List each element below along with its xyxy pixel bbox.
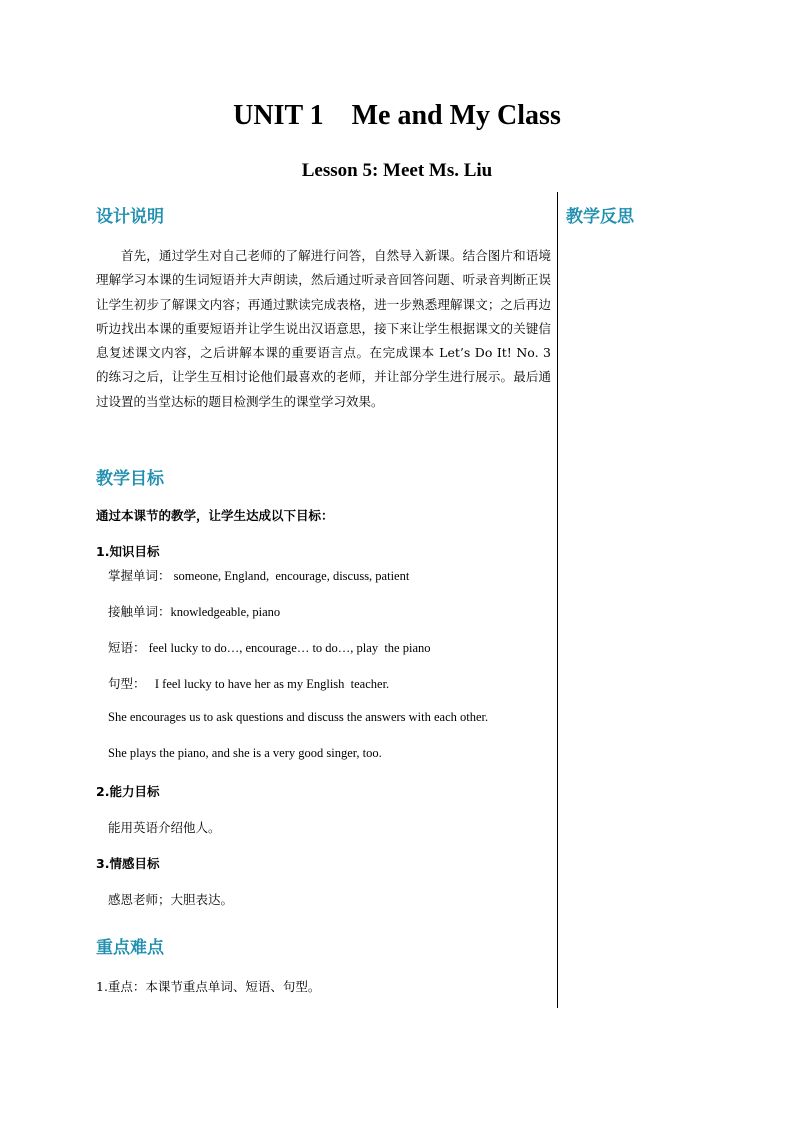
reflection-heading: 教学反思 <box>566 207 634 227</box>
emotion-goal-title: 3.情感目标 <box>96 856 160 871</box>
knowledge-line: 掌握单词： someone, England, encourage, discuss, patient <box>108 569 410 583</box>
column-divider <box>557 192 558 1008</box>
knowledge-line: She encourages us to ask questions and discuss the answers with each other. <box>108 710 489 724</box>
knowledge-line: 短语： feel lucky to do…, encourage… to do…, play the piano <box>108 641 431 655</box>
knowledge-goal-title: 1.知识目标 <box>96 544 160 559</box>
emotion-line: 感恩老师；大胆表达。 <box>108 892 234 907</box>
knowledge-line: 句型： I feel lucky to have her as my English teacher. <box>108 677 390 691</box>
lesson-title: Lesson 5: Meet Ms. Liu <box>301 160 493 181</box>
ability-goal-title: 2.能力目标 <box>96 784 160 799</box>
design-paragraph: 首先，通过学生对自己老师的了解进行问答，自然导入新课。结合图片和语境理解学习本课的生词短语并大声朗读，然后通过听录音回答问题、听录音判断正误让学生初步了解课文内容；再通过默读完成表格，进一步熟悉理解课文；之后再边听边找出本课的重要短语并让学生说出汉语意思，接下来让学生根据课文的关键信息复述课文内容，之后讲解本课的重要语言点。在完成课本 Let’s Do It! No. 3 的练习之后，让学生互相讨论他们最喜欢的老师，并让部分学生进行展示。最后通过设置的当堂达标的题目检测学生的课堂学习效果。 <box>96 248 551 409</box>
unit-title: UNIT 1 Me and My Class <box>233 100 561 131</box>
key-points-line: 1.重点：本课节重点单词、短语、句型。 <box>96 979 321 994</box>
knowledge-line: 接触单词：knowledgeable, piano <box>108 605 281 619</box>
design-heading: 设计说明 <box>96 207 164 227</box>
ability-line: 能用英语介绍他人。 <box>108 820 221 835</box>
goals-heading: 教学目标 <box>96 469 164 489</box>
key-points-heading: 重点难点 <box>96 938 164 958</box>
knowledge-line: She plays the piano, and she is a very good singer, too. <box>108 746 382 760</box>
goals-intro: 通过本课节的教学，让学生达成以下目标： <box>96 508 334 523</box>
